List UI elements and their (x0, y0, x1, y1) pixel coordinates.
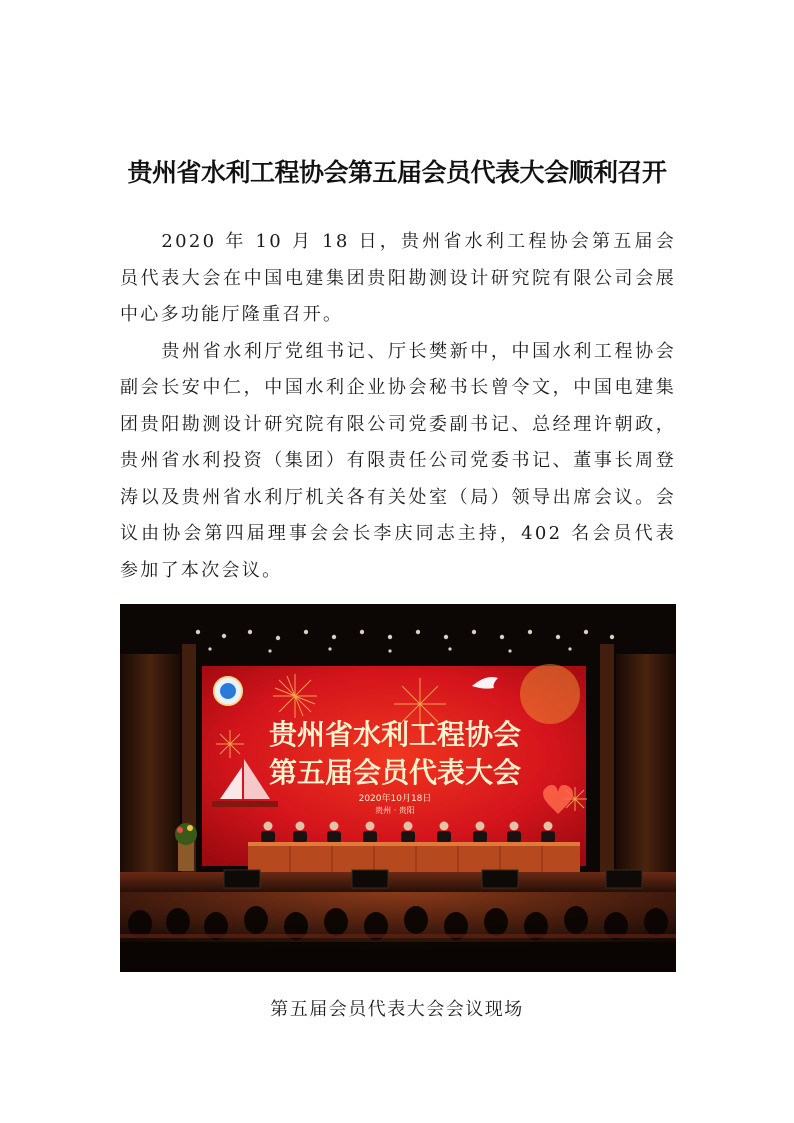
meeting-photo (120, 604, 676, 972)
article-body (120, 224, 676, 589)
left-curtain (120, 654, 180, 894)
rays-decoration (520, 664, 580, 724)
flower-pot-icon (175, 823, 197, 871)
banner-place: 贵州 · 贵阳 (375, 806, 415, 815)
article-title: 贵州省水利工程协会第五届会员代表大会顺利召开 (127, 158, 667, 187)
stage-floor (120, 872, 676, 894)
emblem-icon (214, 677, 242, 705)
photo-caption: 第五届会员代表大会会议现场 (270, 999, 524, 1020)
paragraph-1: 2020 年 10 月 18 日，贵州省水利工程协会第五届会员代表大会在中国电建集团贵阳勘测设计研究院有限公司会展中心多功能厅隆重召开。 (120, 231, 676, 325)
right-curtain (616, 654, 676, 894)
banner-line1: 贵州省水利工程协会 (268, 718, 522, 751)
banner-date: 2020年10月18日 (358, 794, 432, 804)
head-table (248, 842, 580, 874)
banner-line2: 第五届会员代表大会 (268, 756, 522, 789)
paragraph-2: 贵州省水利厅党组书记、厅长樊新中，中国水利工程协会副会长安中仁，中国水利企业协会秘书长曾令文，中国电建集团贵阳勘测设计研究院有限公司党委副书记、总经理许朝政，贵州省水利投资（集团）有限责任公司党委书记、董事长周登涛以及贵州省水利厅机关各有关处室（局）领导出席会议。会议由协会第四届理事会会长李庆同志主持，402 名会员代表参加了本次会议。 (120, 340, 676, 581)
